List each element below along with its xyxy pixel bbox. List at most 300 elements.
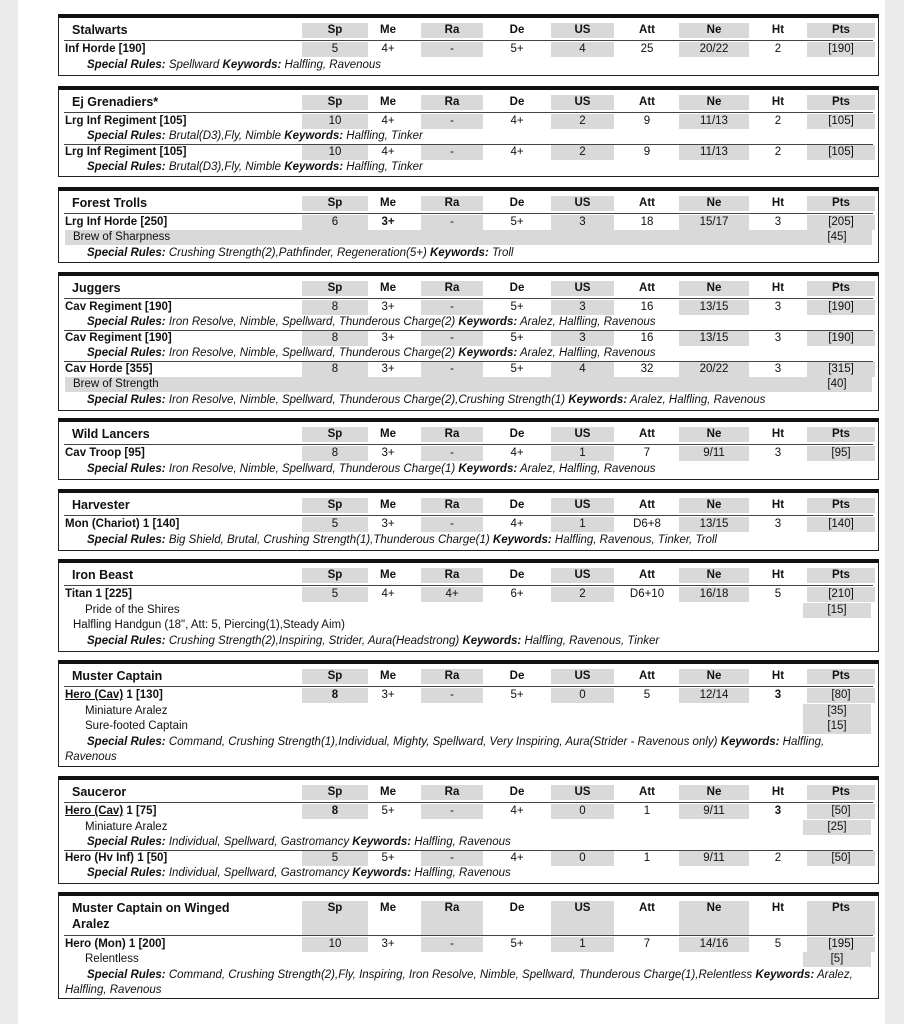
stat-ht: 2 [774, 852, 782, 864]
stat-us: 1 [551, 937, 614, 952]
stat-de: 5+ [510, 216, 524, 228]
unit-stat-row [59, 688, 878, 703]
header-ne: Ne [679, 669, 749, 684]
stat-us: 1 [551, 517, 614, 532]
unit-type: Lrg Inf Horde [250] [65, 216, 168, 228]
unit-type: Hero (Mon) 1 [200] [65, 938, 166, 950]
header-de: De [509, 786, 525, 798]
stat-ra: - [421, 517, 483, 532]
stat-att: D6+10 [629, 588, 665, 600]
upgrade-name: Pride of the Shires [85, 604, 180, 616]
stat-att: 1 [643, 852, 651, 864]
unit-block-muster-captain-winged-aralez [58, 892, 879, 999]
stat-de: 4+ [510, 805, 524, 817]
unit-stat-row [59, 937, 878, 952]
header-att: Att [639, 428, 655, 440]
unit-type: Mon (Chariot) 1 [140] [65, 518, 180, 530]
unit-block-juggers [58, 272, 879, 411]
stat-att: 1 [643, 805, 651, 817]
stat-pts: [105] [807, 114, 875, 129]
stat-att: 25 [640, 43, 654, 55]
stat-us: 3 [551, 331, 614, 346]
unit-type: Titan 1 [225] [65, 588, 132, 600]
unit-header [59, 20, 878, 38]
upgrade-name: Brew of Sharpness [73, 231, 171, 243]
header-ht: Ht [771, 197, 785, 209]
header-pts: Pts [807, 427, 875, 442]
stat-ra: - [421, 804, 483, 819]
stat-de: 5+ [510, 689, 524, 701]
header-pts: Pts [807, 901, 875, 935]
header-ra: Ra [421, 669, 483, 684]
stat-ne: 13/15 [679, 517, 749, 532]
header-sp: Sp [302, 23, 368, 38]
unit-block-iron-beast [58, 559, 879, 652]
stat-ne: 9/11 [679, 804, 749, 819]
stat-ht: 3 [774, 447, 782, 459]
stat-me: 3+ [381, 518, 395, 530]
stat-sp: 5 [302, 851, 368, 866]
unit-type: Inf Horde [190] [65, 43, 146, 55]
header-att: Att [639, 499, 655, 511]
unit-header [59, 495, 878, 513]
header-sp: Sp [302, 785, 368, 800]
stat-me: 3+ [381, 363, 395, 375]
unit-block-sauceror [58, 776, 879, 884]
upgrade-name: Miniature Aralez [85, 821, 168, 833]
header-sp: Sp [302, 281, 368, 296]
stat-att: 9 [643, 146, 651, 158]
stat-sp: 5 [302, 587, 368, 602]
stat-ht: 2 [774, 115, 782, 127]
unit-stat-row [59, 300, 878, 315]
special-rules: Special Rules: Iron Resolve, Nimble, Spellward, Thunderous Charge(2) Keywords: Aralez, Halfling, Ravenous [87, 347, 656, 359]
header-ra: Ra [421, 427, 483, 442]
stat-pts: [50] [807, 851, 875, 866]
header-ht: Ht [771, 670, 785, 682]
stat-ne: 12/14 [679, 688, 749, 703]
stat-att: 5 [643, 689, 651, 701]
unit-title: Juggers [72, 281, 121, 295]
divider [64, 935, 873, 936]
stat-att: 7 [643, 938, 651, 950]
stat-ra: - [421, 937, 483, 952]
stat-de: 4+ [510, 852, 524, 864]
stat-ra: - [421, 688, 483, 703]
header-ra: Ra [421, 95, 483, 110]
stat-ne: 11/13 [679, 114, 749, 129]
header-ht: Ht [771, 428, 785, 440]
unit-stat-row [59, 804, 878, 819]
unit-type: Cav Horde [355] [65, 363, 153, 375]
unit-title: Forest Trolls [72, 196, 148, 210]
stat-ne: 16/18 [679, 587, 749, 602]
stat-me: 4+ [381, 115, 395, 127]
header-ne: Ne [679, 901, 749, 935]
stat-ra: - [421, 362, 483, 377]
upgrade-pts: [45] [827, 231, 847, 243]
stat-pts: [210] [807, 587, 875, 602]
divider [64, 213, 873, 214]
header-me: Me [380, 197, 396, 209]
unit-type: Cav Regiment [190] [65, 332, 172, 344]
stat-me: 3+ [381, 332, 395, 344]
divider [64, 515, 873, 516]
unit-title: Muster Captain [72, 669, 163, 683]
header-me: Me [380, 670, 396, 682]
header-us: US [551, 901, 614, 935]
unit-block-stalwarts [58, 14, 879, 76]
stat-ht: 3 [774, 332, 782, 344]
header-ne: Ne [679, 785, 749, 800]
header-ht: Ht [771, 499, 785, 511]
header-sp: Sp [302, 568, 368, 583]
stat-me: 5+ [381, 852, 395, 864]
header-us: US [551, 23, 614, 38]
header-ne: Ne [679, 568, 749, 583]
header-att: Att [639, 670, 655, 682]
stat-ht: 2 [774, 43, 782, 55]
unit-stat-row [59, 517, 878, 532]
stat-me: 3+ [381, 938, 395, 950]
stat-sp: 10 [302, 145, 368, 160]
header-pts: Pts [807, 568, 875, 583]
stat-att: 32 [640, 363, 654, 375]
divider [64, 686, 873, 687]
unit-type: Cav Troop [95] [65, 447, 145, 459]
special-rules: Special Rules: Iron Resolve, Nimble, Spellward, Thunderous Charge(1) Keywords: Aralez, Halfling, Ravenous [87, 463, 656, 475]
header-us: US [551, 568, 614, 583]
divider [64, 112, 873, 113]
header-ra: Ra [421, 23, 483, 38]
stat-ht: 2 [774, 146, 782, 158]
unit-title: Sauceror [72, 785, 127, 799]
header-att: Att [639, 282, 655, 294]
header-me: Me [380, 786, 396, 798]
unit-stat-row [59, 851, 878, 866]
header-att: Att [639, 902, 655, 914]
header-att: Att [639, 197, 655, 209]
stat-ra: - [421, 300, 483, 315]
unit-header [59, 898, 878, 936]
stat-ra: - [421, 42, 483, 57]
stat-de: 4+ [510, 146, 524, 158]
header-pts: Pts [807, 196, 875, 211]
stat-pts: [190] [807, 300, 875, 315]
stat-de: 4+ [510, 518, 524, 530]
stat-de: 6+ [510, 588, 524, 600]
header-de: De [509, 282, 525, 294]
stat-ne: 13/15 [679, 331, 749, 346]
stat-att: 16 [640, 332, 654, 344]
upgrade-name: Relentless [85, 953, 139, 965]
stat-us: 0 [551, 804, 614, 819]
stat-ht: 5 [774, 938, 782, 950]
header-me: Me [380, 24, 396, 36]
upgrade-pts: [15] [803, 719, 871, 734]
header-ht: Ht [771, 569, 785, 581]
stat-ne: 15/17 [679, 215, 749, 230]
header-ne: Ne [679, 23, 749, 38]
stat-de: 4+ [510, 115, 524, 127]
header-me: Me [380, 428, 396, 440]
stat-sp: 8 [302, 331, 368, 346]
header-me: Me [380, 569, 396, 581]
unit-type: Cav Regiment [190] [65, 301, 172, 313]
unit-block-harvester [58, 489, 879, 551]
stat-sp: 8 [302, 804, 368, 819]
unit-stat-row [59, 446, 878, 461]
stat-me: 3+ [381, 689, 395, 701]
header-de: De [509, 197, 525, 209]
stat-att: 18 [640, 216, 654, 228]
stat-us: 3 [551, 215, 614, 230]
stat-pts: [105] [807, 145, 875, 160]
header-de: De [509, 24, 525, 36]
header-pts: Pts [807, 498, 875, 513]
stat-ne: 14/16 [679, 937, 749, 952]
stat-ht: 3 [774, 363, 782, 375]
stat-sp: 5 [302, 517, 368, 532]
stat-att: 9 [643, 115, 651, 127]
divider [64, 444, 873, 445]
stat-ne: 9/11 [679, 446, 749, 461]
divider [64, 802, 873, 803]
upgrade-pts: [40] [827, 378, 847, 390]
header-us: US [551, 196, 614, 211]
stat-ht: 5 [774, 588, 782, 600]
stat-sp: 10 [302, 937, 368, 952]
header-me: Me [380, 499, 396, 511]
divider [64, 40, 873, 41]
stat-us: 4 [551, 42, 614, 57]
special-rules: Special Rules: Crushing Strength(2),Inspiring, Strider, Aura(Headstrong) Keywords: Halfling, Ravenous, Tinker [87, 635, 660, 647]
special-rules: Special Rules: Iron Resolve, Nimble, Spellward, Thunderous Charge(2),Crushing Strength(1) Keywords: Aralez, Halfling, Ravenous [87, 394, 766, 406]
special-rules: Special Rules: Individual, Spellward, Gastromancy Keywords: Halfling, Ravenous [87, 836, 511, 848]
unit-header [59, 424, 878, 442]
upgrade-pts: [5] [803, 952, 871, 967]
unit-type: Hero (Cav) 1 [75] [65, 805, 157, 817]
header-ht: Ht [771, 282, 785, 294]
header-ra: Ra [421, 568, 483, 583]
header-sp: Sp [302, 498, 368, 513]
unit-header [59, 193, 878, 211]
special-rules: Special Rules: Crushing Strength(2),Pathfinder, Regeneration(5+) Keywords: Troll [87, 247, 514, 259]
header-de: De [509, 569, 525, 581]
stat-us: 2 [551, 145, 614, 160]
header-pts: Pts [807, 281, 875, 296]
stat-pts: [140] [807, 517, 875, 532]
header-ra: Ra [421, 785, 483, 800]
special-rules: Special Rules: Big Shield, Brutal, Crushing Strength(1),Thunderous Charge(1) Keywords: Halfling, Ravenous, Tinker, Troll [87, 534, 717, 546]
stat-me: 3+ [381, 447, 395, 459]
header-ht: Ht [771, 96, 785, 108]
header-sp: Sp [302, 901, 368, 935]
unit-title: Harvester [72, 498, 130, 512]
special-rules: Special Rules: Iron Resolve, Nimble, Spellward, Thunderous Charge(2) Keywords: Aralez, Halfling, Ravenous [87, 316, 656, 328]
stat-att: 16 [640, 301, 654, 313]
unit-block-forest-trolls [58, 187, 879, 263]
unit-stat-row [59, 145, 878, 160]
header-de: De [509, 902, 525, 914]
header-sp: Sp [302, 427, 368, 442]
unit-block-ej-grenadiers [58, 86, 879, 177]
stat-pts: [190] [807, 331, 875, 346]
upgrade-name: Sure-footed Captain [85, 720, 188, 732]
stat-sp: 10 [302, 114, 368, 129]
header-att: Att [639, 96, 655, 108]
special-rules: Special Rules: Brutal(D3),Fly, Nimble Keywords: Halfling, Tinker [87, 130, 423, 142]
header-ht: Ht [771, 786, 785, 798]
header-pts: Pts [807, 785, 875, 800]
header-de: De [509, 670, 525, 682]
upgrade-name: Miniature Aralez [85, 705, 168, 717]
divider [64, 298, 873, 299]
header-sp: Sp [302, 196, 368, 211]
special-rules: Special Rules: Brutal(D3),Fly, Nimble Keywords: Halfling, Tinker [87, 161, 423, 173]
header-ra: Ra [421, 281, 483, 296]
stat-de: 5+ [510, 363, 524, 375]
unit-block-wild-lancers [58, 418, 879, 480]
stat-att: D6+8 [633, 518, 661, 530]
unit-title: Ej Grenadiers* [72, 95, 159, 109]
stat-ra: 4+ [421, 587, 483, 602]
stat-de: 5+ [510, 938, 524, 950]
unit-stat-row [59, 331, 878, 346]
header-ra: Ra [421, 901, 483, 935]
stat-pts: [315] [807, 362, 875, 377]
header-ne: Ne [679, 95, 749, 110]
stat-us: 2 [551, 114, 614, 129]
unit-header [59, 565, 878, 583]
stat-sp: 8 [302, 300, 368, 315]
stat-de: 5+ [510, 301, 524, 313]
header-de: De [509, 96, 525, 108]
stat-ra: - [421, 446, 483, 461]
stat-ne: 11/13 [679, 145, 749, 160]
stat-de: 4+ [510, 447, 524, 459]
unit-title: Muster Captain on Winged Aralez [72, 901, 230, 931]
stat-me: 3+ [381, 301, 395, 313]
unit-title: Iron Beast [72, 568, 134, 582]
weapon-profile: Halfling Handgun (18", Att: 5, Piercing(1),Steady Aim) [73, 619, 345, 631]
stat-de: 5+ [510, 43, 524, 55]
stat-us: 0 [551, 851, 614, 866]
unit-block-muster-captain [58, 660, 879, 767]
stat-ne: 20/22 [679, 362, 749, 377]
special-rules: Special Rules: Spellward Keywords: Halfling, Ravenous [87, 59, 382, 71]
upgrade-pts: [35] [803, 704, 871, 719]
header-ne: Ne [679, 427, 749, 442]
header-us: US [551, 427, 614, 442]
stat-us: 3 [551, 300, 614, 315]
header-ra: Ra [421, 196, 483, 211]
header-us: US [551, 785, 614, 800]
stat-pts: [195] [807, 937, 875, 952]
special-rules: Special Rules: Command, Crushing Strength(1),Individual, Mighty, Spellward, Very Inspiring, Aura(Strider - Ravenous only) Keywords: Halfling, Ravenous [65, 736, 825, 763]
stat-sp: 8 [302, 362, 368, 377]
stat-ne: 9/11 [679, 851, 749, 866]
header-me: Me [380, 96, 396, 108]
stat-pts: [205] [807, 215, 875, 230]
stat-ht: 3 [774, 689, 782, 701]
header-de: De [509, 499, 525, 511]
unit-stat-row [59, 587, 878, 602]
document-page [18, 0, 885, 1024]
header-att: Att [639, 24, 655, 36]
special-rules: Special Rules: Command, Crushing Strength(2),Fly, Inspiring, Iron Resolve, Nimble, Spellward, Thunderous Charge(1),Relentless Keywords: Aralez, Halfling, Ravenous [65, 969, 853, 996]
stat-ht: 3 [774, 216, 782, 228]
stat-ht: 3 [774, 301, 782, 313]
unit-type: Lrg Inf Regiment [105] [65, 115, 187, 127]
header-att: Att [639, 569, 655, 581]
stat-us: 4 [551, 362, 614, 377]
stat-us: 0 [551, 688, 614, 703]
unit-title: Stalwarts [72, 23, 128, 37]
stat-de: 5+ [510, 332, 524, 344]
stat-me: 4+ [381, 146, 395, 158]
stat-me: 3+ [381, 216, 395, 228]
stat-ra: - [421, 215, 483, 230]
stat-us: 1 [551, 446, 614, 461]
stat-me: 5+ [381, 805, 395, 817]
stat-pts: [80] [807, 688, 875, 703]
stat-ht: 3 [774, 805, 782, 817]
header-me: Me [380, 282, 396, 294]
stat-sp: 6 [302, 215, 368, 230]
stat-ne: 13/15 [679, 300, 749, 315]
header-pts: Pts [807, 669, 875, 684]
stat-sp: 8 [302, 446, 368, 461]
stat-sp: 5 [302, 42, 368, 57]
stat-ne: 20/22 [679, 42, 749, 57]
upgrade-name: Brew of Strength [73, 378, 159, 390]
unit-type: Hero (Hv Inf) 1 [50] [65, 852, 168, 864]
header-me: Me [380, 902, 396, 914]
header-us: US [551, 281, 614, 296]
upgrade-pts: [25] [803, 820, 871, 835]
unit-stat-row [59, 362, 878, 377]
unit-header [59, 278, 878, 296]
header-sp: Sp [302, 95, 368, 110]
header-pts: Pts [807, 23, 875, 38]
stat-me: 4+ [381, 43, 395, 55]
unit-type: Hero (Cav) 1 [130] [65, 689, 163, 701]
divider [64, 585, 873, 586]
header-ht: Ht [771, 902, 785, 914]
header-us: US [551, 498, 614, 513]
stat-ra: - [421, 145, 483, 160]
header-ne: Ne [679, 498, 749, 513]
unit-stat-row [59, 42, 878, 57]
stat-pts: [95] [807, 446, 875, 461]
header-us: US [551, 669, 614, 684]
unit-header [59, 782, 878, 800]
header-att: Att [639, 786, 655, 798]
header-ne: Ne [679, 281, 749, 296]
header-ht: Ht [771, 24, 785, 36]
stat-ra: - [421, 331, 483, 346]
stat-att: 7 [643, 447, 651, 459]
stat-us: 2 [551, 587, 614, 602]
stat-ra: - [421, 851, 483, 866]
unit-stat-row [59, 215, 878, 230]
stat-pts: [190] [807, 42, 875, 57]
stat-ht: 3 [774, 518, 782, 530]
header-ne: Ne [679, 196, 749, 211]
stat-ra: - [421, 114, 483, 129]
unit-type: Lrg Inf Regiment [105] [65, 146, 187, 158]
